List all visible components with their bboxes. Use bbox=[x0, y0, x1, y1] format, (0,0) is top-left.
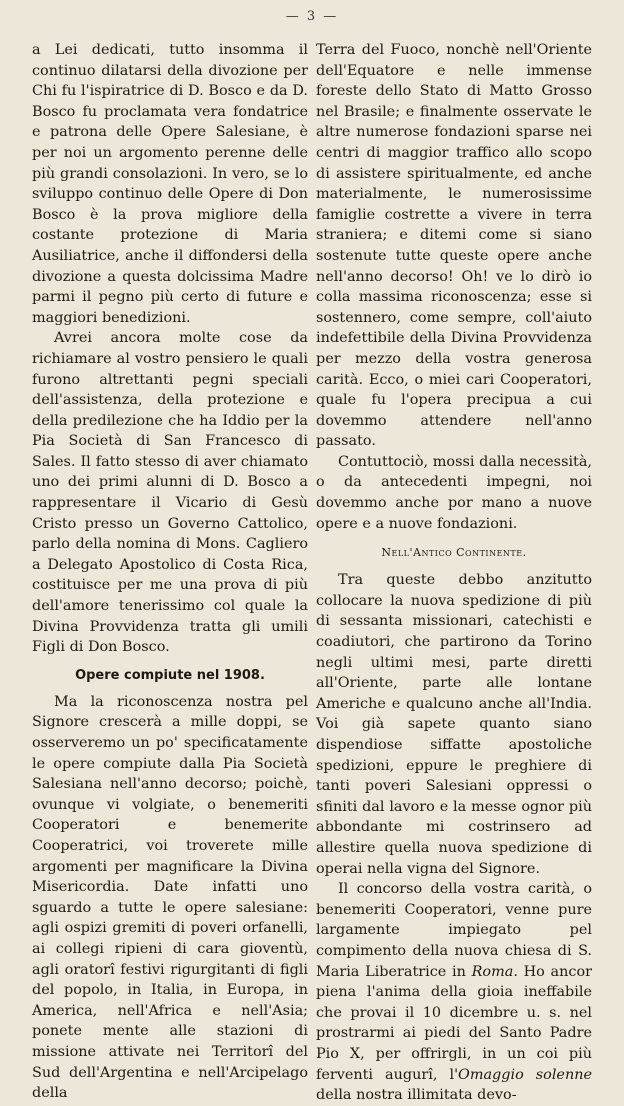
right-paragraph-3: Tra queste debbo anzitutto collocare la nuova spedizione di più di sessanta missionari, catechisti e coadiutori, che partirono da Torino negli ultimi mesi, parte diretti all'Oriente, parte alle lontane Americhe e qualcuno anche all'India. Voi già sapete quanto siano dispendiose siffatte apostoliche spedizioni, eppure le preghiere di tanti poveri Salesiani oppressi o sfiniti dal lavoro e la messe ognor più abbondante mi costrinsero ad allestire quella nuova spedizione di operai nella vigna del Signore. bbox=[316, 572, 592, 877]
right-paragraph-4 bbox=[316, 879, 592, 1106]
right-paragraph-2: Contuttociò, mossi dalla necessità, o da antecedenti impegni, noi dovemmo anche por mano a nuove opere e a nuove fondazioni. bbox=[316, 453, 592, 532]
right-column bbox=[316, 40, 592, 1106]
left-paragraph-2: Avrei ancora molte cose da richiamare al vostro pensiero le quali furono altrettanti pegni speciali dell'assistenza, della protezione e della predilezione che ha Iddio per la Pia Società di San Francesco di Sales. Il fatto stesso di aver chiamato uno dei primi alunni di D. Bosco a rappresentare il Vicario di Gesù Cristo presso un Governo Cattolico, parlo della nomina di Mons. Cagliero a Delegato Apostolico di Costa Rica, costituisce per me una prova di più dell'amore tenerissimo col quale la Divina Provvidenza tratta gli umili Figli di Don Bosco. bbox=[32, 330, 308, 656]
page-number: — 3 — bbox=[285, 9, 339, 24]
right-paragraph-4-text-a: Il concorso della vostra carità, o benemeriti Cooperatori, venne pure largamente impiegato pel compimento della nuova chiesa di S. Maria Liberatrice in bbox=[316, 881, 592, 980]
left-paragraph-1: a Lei dedicati, tutto insomma il continuo dilatarsi della divozione per Chi fu l'ispiratrice di D. Bosco e da D. Bosco fu proclamata vera fondatrice e patrona delle Opere Salesiane, è per noi un argomento perenne delle più grandi consolazioni. In vero, se lo sviluppo continuo delle Opere di Don Bosco è la prova migliore della costante protezione di Maria Ausiliatrice, anche il diffondersi della divozione a questa dolcissima Madre parmi il pegno più certo di future e maggiori benedizioni. bbox=[32, 42, 308, 326]
section-heading-opere: Opere compiute nel 1908. bbox=[75, 667, 265, 683]
omaggio-solenne-italic: Omaggio solenne bbox=[458, 1066, 592, 1083]
roma-italic: Roma bbox=[471, 963, 514, 980]
right-paragraph-4-text-b: . Ho ancor piena l'anima della gioia ineffabile che provai il 10 dicembre u. s. nel prostrarmi ai piedi del Santo Padre Pio X, per offrirgli, in un coi più ferventi augurî, l' bbox=[316, 963, 593, 1083]
section-heading-antico-continente: Nell'Antico Continente. bbox=[381, 546, 527, 560]
left-column bbox=[32, 40, 308, 1104]
right-paragraph-1: Terra del Fuoco, nonchè nell'Oriente dell'Equatore e nelle immense foreste dello Stato di Matto Grosso nel Brasile; e finalmente osservate le altre numerose fondazioni sparse nei centri di maggior traffico allo scopo di assistere spiritualmente, ed anche materialmente, le numerosissime famiglie costrette a vivere in terra straniera; e ditemi come si siano sostenute tutte queste opere anche nell'anno decorso! Oh! ve lo dirò io colla massima riconoscenza; esse si sostennero, come sempre, coll'aiuto indefettibile della Divina Provvidenza per mezzo della vostra generosa carità. Ecco, o miei cari Cooperatori, quale fu l'opera precipua a cui dovemmo attendere nell'anno passato. bbox=[316, 42, 592, 450]
left-paragraph-3: Ma la riconoscenza nostra pel Signore crescerà a mille doppi, se osserveremo un po' specificatamente le opere compiute dalla Pia Società Salesiana nell'anno decorso; poichè, ovunque vi volgiate, o benemeriti Cooperatori e benemerite Cooperatrici, voi troverete mille argomenti per magnificare la Divina Misericordia. Date infatti uno sguardo a tutte le opere salesiane: agli ospizi gremiti di poveri orfanelli, ai collegi ripieni di cara gioventù, agli oratorî festivi rigurgitanti di figli del popolo, in Italia, in Europa, in America, nell'Africa e nell'Asia; ponete mente alle stazioni di missione attivate nei Territorî del Sud dell'Argentina e nell'Arcipelago della bbox=[32, 693, 308, 1102]
right-paragraph-4-text-c: della nostra illimitata devo- bbox=[316, 1087, 517, 1104]
